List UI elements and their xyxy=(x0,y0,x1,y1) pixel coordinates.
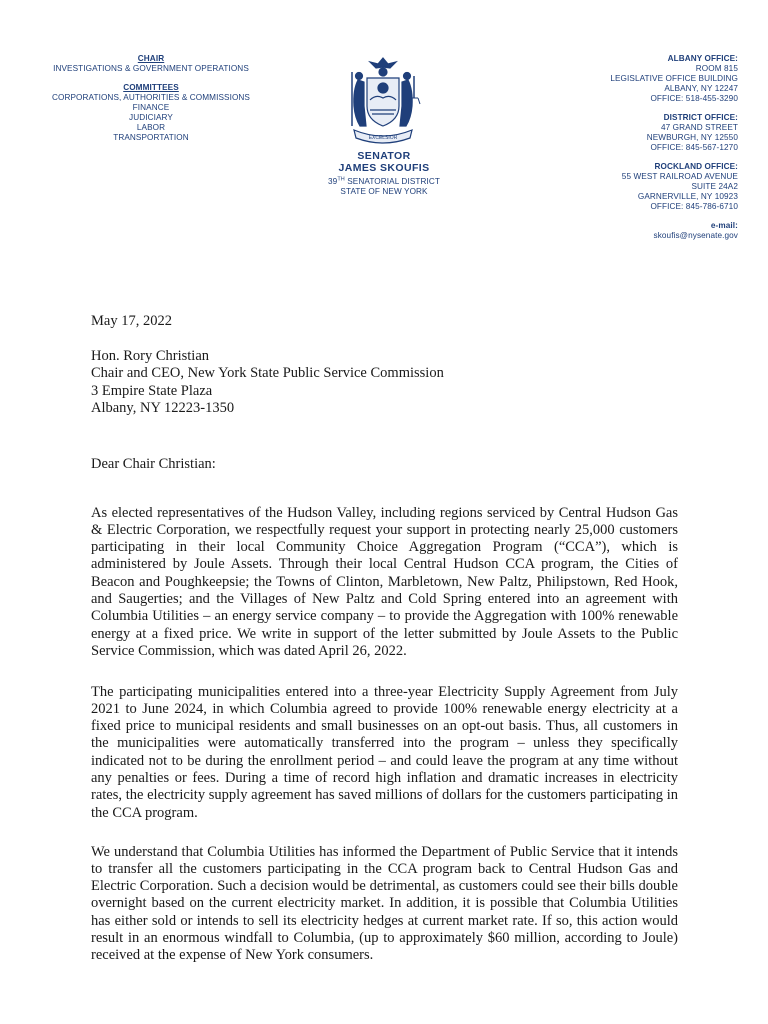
district-office-heading: DISTRICT OFFICE: xyxy=(663,113,738,122)
district-label: SENATORIAL DISTRICT xyxy=(344,177,440,186)
letter-date: May 17, 2022 xyxy=(91,313,172,329)
committee-item: JUDICIARY xyxy=(129,113,173,122)
office-column xyxy=(560,54,738,241)
recipient-line: Albany, NY 12223-1350 xyxy=(91,399,235,416)
senatorial-district xyxy=(310,177,458,187)
rockland-office-line: SUITE 24A2 xyxy=(691,182,738,191)
albany-office-line: ROOM 815 xyxy=(695,64,738,73)
email-heading: e-mail: xyxy=(710,221,738,230)
state-name: STATE OF NEW YORK xyxy=(340,187,428,196)
committee-item: LABOR xyxy=(136,123,166,132)
albany-office-heading: ALBANY OFFICE: xyxy=(667,54,738,63)
body-paragraph: As elected representatives of the Hudson Valley, including regions serviced by Central Hudson Gas & Electric Corporation, we respectfully request your support in protecting nearly 25,000 customers participating in their local Community Choice Aggregation Program (“CCA”), which is administered by Joule Assets. Through their local Central Hudson CCA program, the Cities of Beacon and Poughkeepsie; the Towns of Clinton, Marbletown, New Paltz, Philipstown, Red Hook, and Saugerties; and the Villages of New Paltz and Cold Spring entered into an agreement with Columbia Utilities – an energy service company – to provide the Aggregation with 100% renewable energy at a fixed price. We write in support of the letter submitted by Joule Assets to the Public Service Commission, which was dated April 26, 2022. xyxy=(91,504,678,659)
committee-item: CORPORATIONS, AUTHORITIES & COMMISSIONS xyxy=(52,93,250,102)
committee-column xyxy=(40,54,262,143)
recipient-line: 3 Empire State Plaza xyxy=(91,382,213,399)
district-office-line: OFFICE: 845-567-1270 xyxy=(650,143,738,152)
chair-heading: CHAIR xyxy=(137,54,165,63)
seal-banner-text: EXCELSIOR xyxy=(368,135,398,141)
district-number: 39 xyxy=(328,177,338,186)
body-paragraph: We understand that Columbia Utilities has informed the Department of Public Service that it intends to transfer all the customers participating in the CCA program back to Central Hudson Gas and Electric Corporation. Such a decision would be detrimental, as customers could see their bills double overnight based on the current electricity market. In addition, it is possible that Columbia Utilities has either sold or intends to sell its electricity hedges at current market rate. If so, this action would result in an enormous windfall to Columbia, (up to approximately $60 million, according to Joule) received at the expense of New York consumers. xyxy=(91,843,678,964)
rockland-office-heading: ROCKLAND OFFICE: xyxy=(654,162,738,171)
committee-item: FINANCE xyxy=(132,103,170,112)
rockland-office-line: OFFICE: 845-786-6710 xyxy=(650,202,738,211)
salutation: Dear Chair Christian: xyxy=(91,456,216,472)
body-paragraph: The participating municipalities entered into a three-year Electricity Supply Agreement from July 2021 to June 2024, in which Columbia agreed to provide 100% renewable energy electricity at a fixed price to municipal residents and small businesses on an opt-out basis. Thus, all customers in the municipalities were automatically transferred into the program – unless they specifically indicated not to be during the enrollment period – and could leave the program at any time without any penalties or fees. During a time of record high inflation and dramatic increases in electricity rates, the electricity supply agreement has saved millions of dollars for the customers participating in the CCA program. xyxy=(91,683,678,821)
rockland-office-line: 55 WEST RAILROAD AVENUE xyxy=(621,172,738,181)
chair-of: INVESTIGATIONS & GOVERNMENT OPERATIONS xyxy=(53,64,249,73)
email-address[interactable]: skoufis@nysenate.gov xyxy=(653,231,738,240)
senator-title: SENATOR xyxy=(357,150,411,162)
district-suffix: TH xyxy=(337,176,345,183)
senator-block xyxy=(310,150,458,197)
district-office-line: NEWBURGH, NY 12550 xyxy=(646,133,738,142)
district-office-line: 47 GRAND STREET xyxy=(660,123,738,132)
recipient-line: Chair and CEO, New York State Public Service Commission xyxy=(91,365,444,382)
committees-heading: COMMITTEES xyxy=(123,83,179,92)
albany-office-line: ALBANY, NY 12247 xyxy=(664,84,738,93)
committee-item: TRANSPORTATION xyxy=(113,133,189,142)
rockland-office-line: GARNERVILLE, NY 10923 xyxy=(637,192,738,201)
recipient-address xyxy=(91,348,678,417)
new-york-state-seal-icon xyxy=(340,54,426,148)
recipient-line: Hon. Rory Christian xyxy=(91,348,210,364)
albany-office-line: LEGISLATIVE OFFICE BUILDING xyxy=(610,74,738,83)
albany-office-line: OFFICE: 518-455-3290 xyxy=(650,94,738,103)
senator-name: JAMES SKOUFIS xyxy=(338,162,430,174)
